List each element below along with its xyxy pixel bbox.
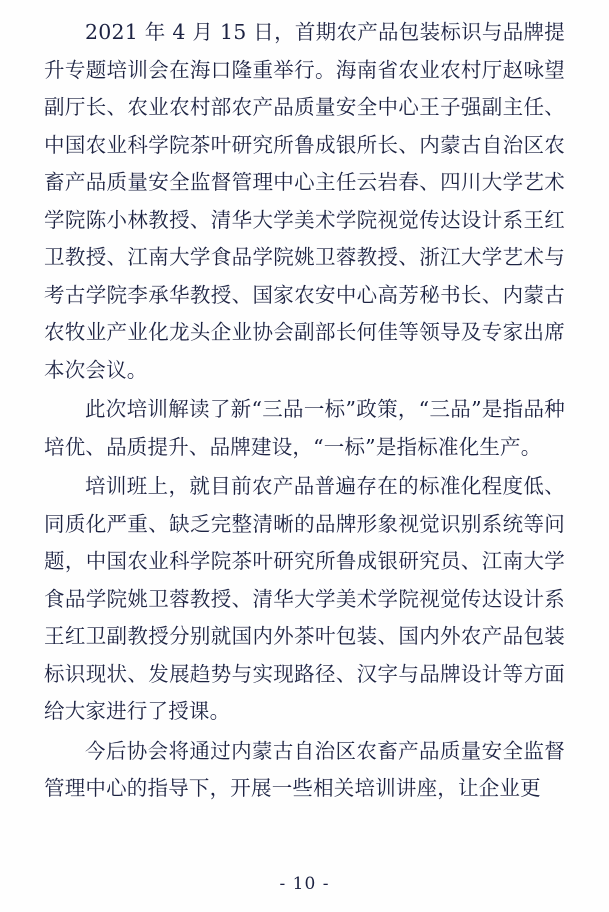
page-number: - 10 - [279, 874, 330, 894]
paragraph-4: 今后协会将通过内蒙古自治区农畜产品质量安全监督管理中心的指导下，开展一些相关培训讲座，让企业更 [44, 738, 565, 800]
paragraph-2: 此次培训解读了新“三品一标”政策，“三品”是指品种培优、品质提升、品牌建设，“一标”是指标准化生产。 [44, 397, 565, 459]
document-body [44, 14, 565, 808]
paragraph-1: 2021 年 4 月 15 日，首期农产品包装标识与品牌提升专题培训会在海口隆重举行。海南省农业农村厅赵咏望副厅长、农业农村部农产品质量安全中心王子强副主任、中国农业科学院茶叶研究所鲁成银所长、内蒙古自治区农畜产品质量安全监督管理中心主任云岩春、四川大学艺术学院陈小林教授、清华大学美术学院视觉传达设计系王红卫教授、江南大学食品学院姚卫蓉教授、浙江大学艺术与考古学院李承华教授、国家农安中心高芳秘书长、内蒙古农牧业产业化龙头企业协会副部长何佳等领导及专家出席本次会议。 [44, 20, 565, 382]
paragraph-3: 培训班上，就目前农产品普遍存在的标准化程度低、同质化严重、缺乏完整清晰的品牌形象视觉识别系统等问题，中国农业科学院茶叶研究所鲁成银研究员、江南大学食品学院姚卫蓉教授、清华大学美术学院视觉传达设计系王红卫副教授分别就国内外茶叶包装、国内外农产品包装标识现状、发展趋势与实现路径、汉字与品牌设计等方面给大家进行了授课。 [44, 474, 565, 723]
